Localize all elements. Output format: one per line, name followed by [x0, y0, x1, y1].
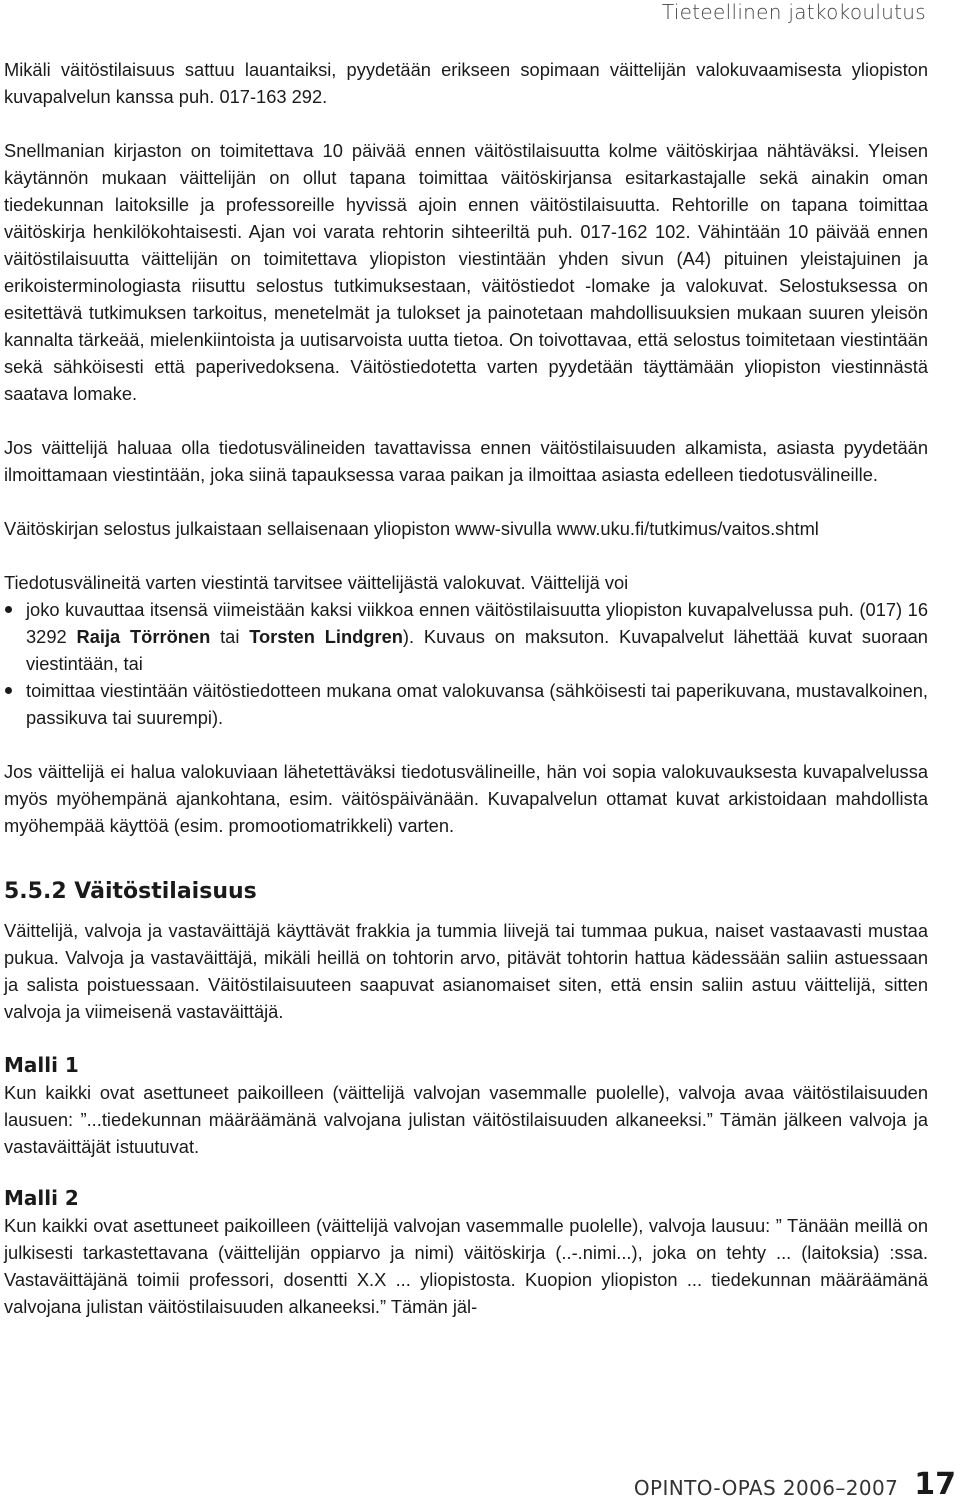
section-heading: 5.5.2 Väitöstilaisuus: [4, 879, 257, 904]
running-header: Tieteellinen jatkokoulutus: [661, 0, 926, 24]
list-item: toimittaa viestintään väitöstiedotteen mukana omat valokuvansa (sähköisesti tai paperikuvana, mustavalkoinen, passikuva tai suurempi).: [4, 677, 928, 731]
paragraph-photos-intro: Tiedotusvälineitä varten viestintä tarvitsee väittelijästä valokuvat. Väittelijä voi: [4, 572, 629, 593]
paragraph-media-meeting: Jos väittelijä haluaa olla tiedotusvälineiden tavattavissa ennen väitöstilaisuuden alkamista, asiasta pyydetään ilmoittamaan viestintään, joka siinä tapauksessa varaa paikan ja ilmoittaa asiasta edelleen tiedotusvälineille.: [4, 437, 928, 485]
bullet-text-post: ). Kuvaus on maksuton. Kuvapalvelut lähettää kuvat suoraan viestintään, tai: [26, 626, 928, 674]
paragraph-dress-code: Väittelijä, valvoja ja vastaväittäjä käyttävät frakkia ja tummia liivejä tai tummaa pukua, naiset vastaavasti mustaa pukua. Valvoja ja vastaväittäjä, mikäli heillä on tohtorin arvo, pitävät tohtorin hattua kädessään saliin astuessaan ja salista poistuessaan. Väitöstilaisuuteen saapuvat asianomaiset siten, että ensin saliin astuu väittelijä, sitten valvoja ja viimeisenä vastaväittäjä.: [4, 920, 928, 1022]
list-item: [4, 596, 928, 677]
bullet-text-pre: joko kuvauttaa itsensä viimeistään kaksi viikkoa ennen väitöstilaisuutta yliopiston kuvapalvelussa puh. (017) 16 3292: [26, 599, 928, 647]
page-content: [4, 56, 928, 1320]
model-1-title: Malli 1: [4, 1053, 79, 1077]
photo-options-list: [4, 596, 928, 731]
paragraph-photo-saturday: Mikäli väitöstilaisuus sattuu lauantaiksi, pyydetään erikseen sopimaan väittelijän valokuvaamisesta yliopiston kuvapalvelun kanssa puh. 017-163 292.: [4, 59, 928, 107]
model-1-text: Kun kaikki ovat asettuneet paikoilleen (väittelijä valvojan vasemmalle puolelle), valvoja avaa väitöstilaisuuden lausuen: ”...tiedekunnan määräämänä valvojana julistan väitöstilaisuuden alkaneeksi.” Tämän jälkeen valvoja ja vastaväittäjät istuutuvat.: [4, 1082, 928, 1157]
model-2-title: Malli 2: [4, 1186, 79, 1210]
contact-name-1: Raija Törrönen: [76, 626, 211, 647]
contact-name-2: Torsten Lindgren: [249, 626, 403, 647]
paragraph-library-copies: Snellmanian kirjaston on toimitettava 10 päivää ennen väitöstilaisuutta kolme väitöskirjaa nähtäväksi. Yleisen käytännön mukaan väittelijän on ollut tapana toimittaa väitöskirjansa esitarkastajalle sekä ainakin oman tiedekunnan laitoksille ja professoreille hyvissä ajoin ennen väitöstilaisuutta. Rehtorille on tapana toimittaa väitöskirja henkilökohtaisesti. Ajan voi varata rehtorin sihteeriltä puh. 017-162 102. Vähintään 10 päivää ennen väitöstilaisuutta väittelijän on toimitettava yliopiston viestintään yhden sivun (A4) pituinen yleistajuinen ja erikoisterminologiasta riisuttu selostus tutkimuksestaan, väitöstiedot -lomake ja valokuvat. Selostuksessa on esitettävä tutkimuksen tarkoitus, menetelmät ja tulokset ja painotetaan mahdollisuuksien mukaan suuren yleisön kannalta tärkeää, mielenkiintoista ja uutisarvoista uutta tietoa. On toivottavaa, että selostus toimitetaan viestintään sekä sähköisesti että paperivedoksena. Väitöstiedotetta varten pyydetään täyttämään yliopiston viestinnästä saatava lomake.: [4, 140, 928, 404]
page-footer: [634, 1466, 956, 1500]
footer-guide-label: OPINTO-OPAS 2006–2007: [633, 1476, 899, 1500]
paragraph-photo-archive: Jos väittelijä ei halua valokuviaan lähetettäväksi tiedotusvälineille, hän voi sopia valokuvauksesta kuvapalvelussa myös myöhempänä ajankohtana, esim. väitöspäivänään. Kuvapalvelun ottamat kuvat arkistoidaan mahdollista myöhempää käyttöä (esim. promootiomatrikkeli) varten.: [4, 761, 928, 836]
model-2-text: Kun kaikki ovat asettuneet paikoilleen (väittelijä valvojan vasemmalle puolelle), valvoja lausuu: ” Tänään meillä on julkisesti tarkastettavana (väittelijän oppiarvo ja nimi) väitöskirja (..-.nimi...), joka on tehty ... (laitoksia) :ssa. Vastaväittäjänä toimii professori, dosentti X.X ... yliopistosta. Kuopion yliopiston ... tiedekunnan määräämänä valvojana julistan väitöstilaisuuden alkaneeksi.” Tämän jäl-: [4, 1215, 928, 1317]
paragraph-summary-publication: Väitöskirjan selostus julkaistaan sellaisenaan yliopiston www-sivulla www.uku.fi/tutkimus/vaitos.shtml: [4, 518, 819, 539]
bullet-text-mid: tai: [210, 626, 250, 647]
page-number: 17: [914, 1467, 956, 1502]
